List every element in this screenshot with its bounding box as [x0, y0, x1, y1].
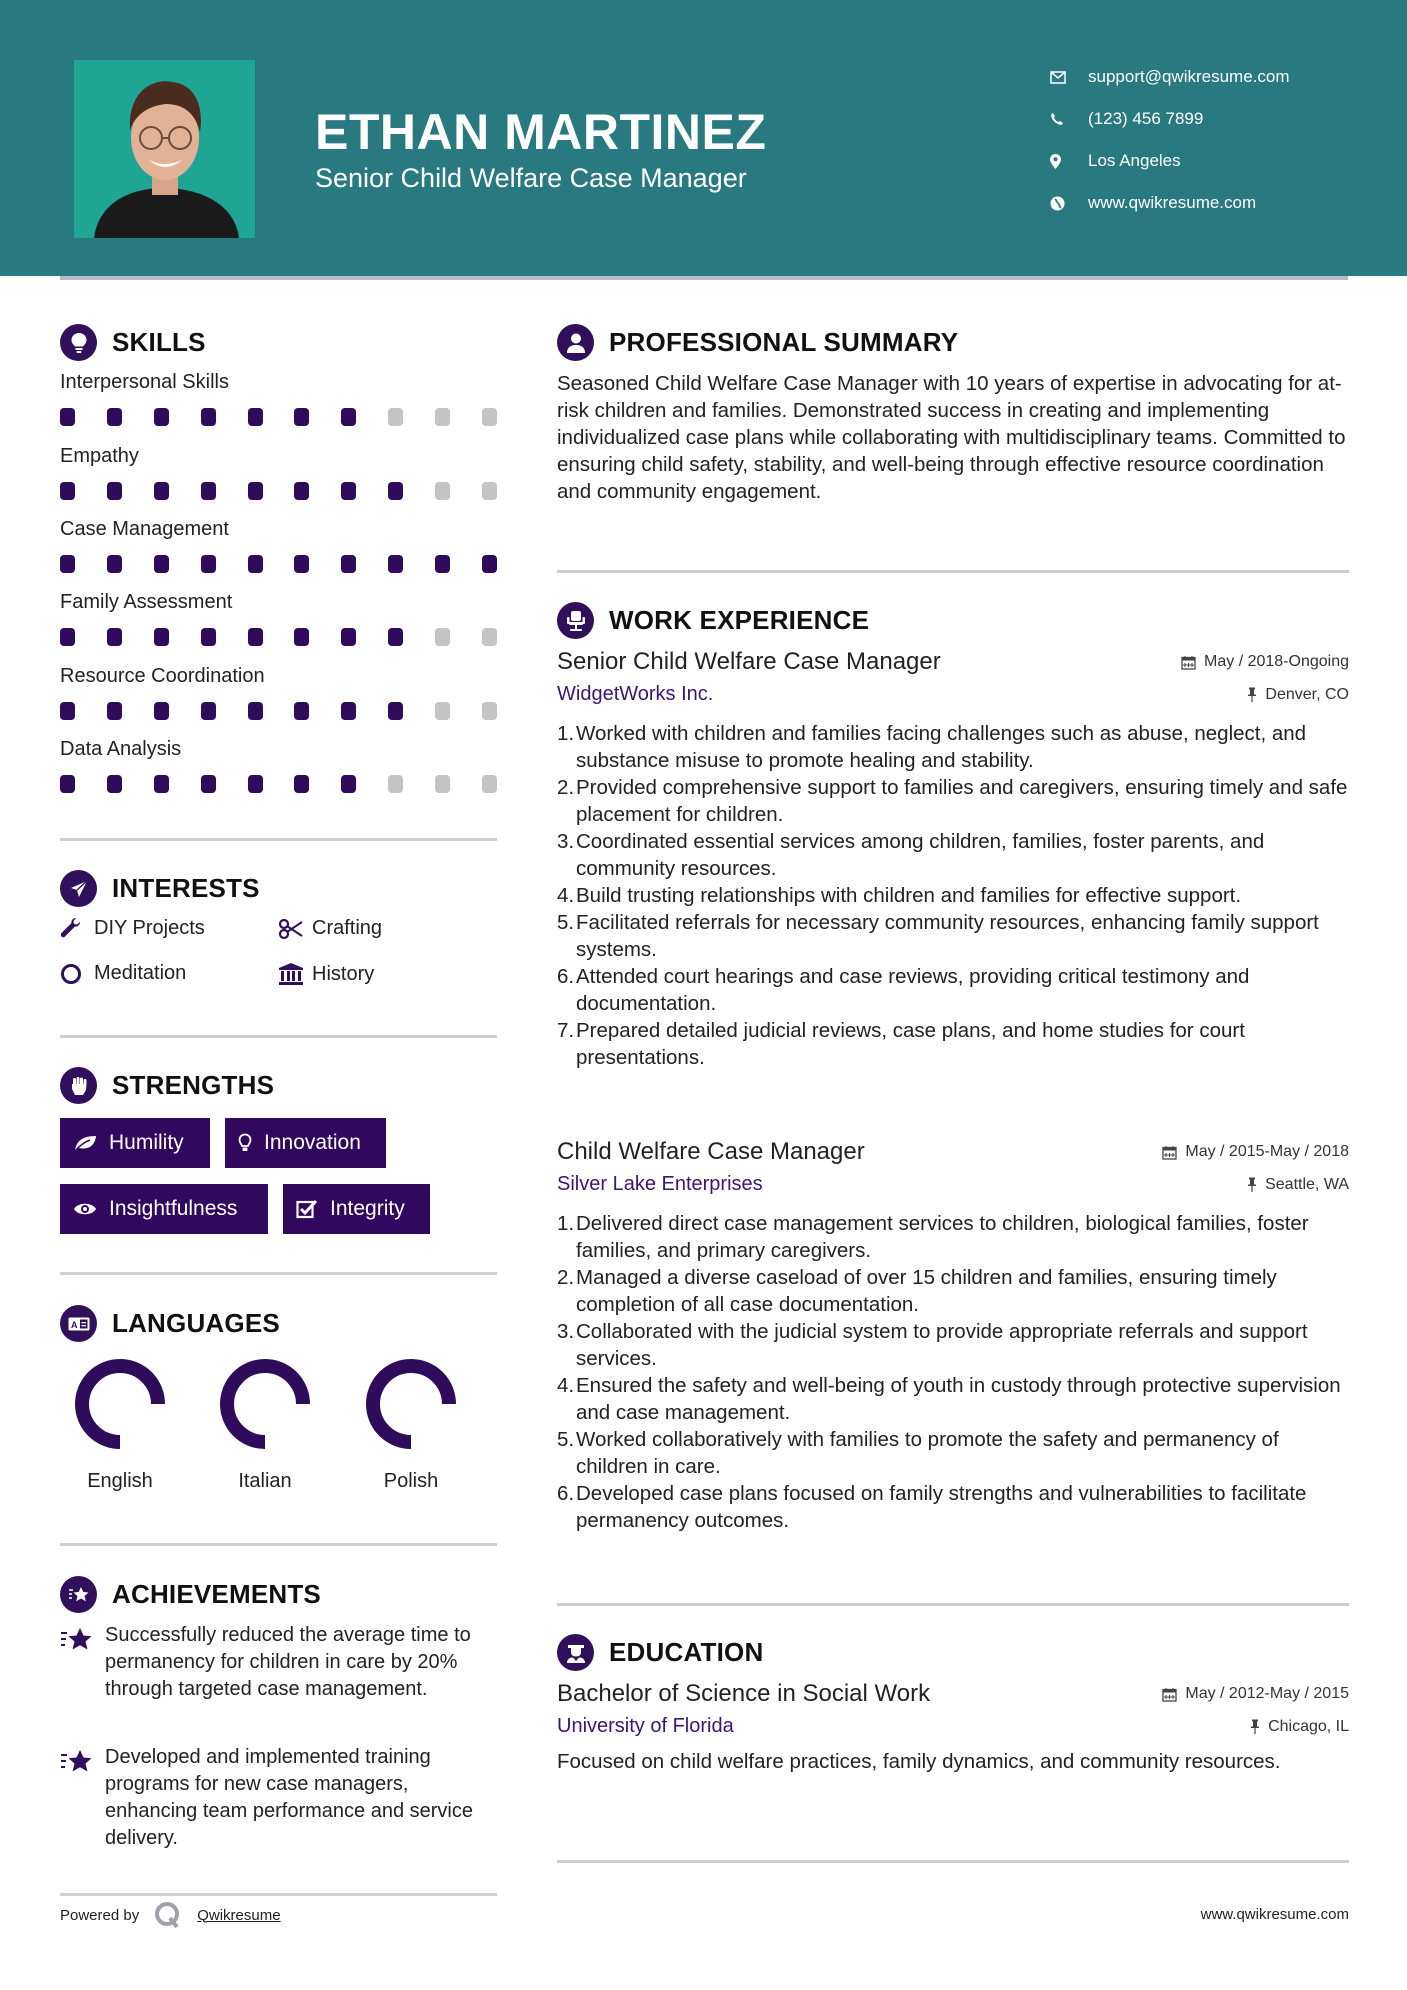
- interest-item: [278, 917, 382, 940]
- achievement-text: Successfully reduced the average time to permanency for children in care by 20% through targeted case management.: [105, 1624, 471, 1700]
- fist-icon: [60, 1067, 97, 1104]
- experience-title: WORK EXPERIENCE: [609, 605, 870, 635]
- interest-item: [278, 962, 374, 986]
- envelope-icon: [1050, 71, 1088, 84]
- bullet-item: 5. Facilitated referrals for necessary community resources, enhancing family support systems.: [557, 911, 1319, 961]
- contact-website-text: www.qwikresume.com: [1088, 193, 1257, 212]
- skill-row: [60, 591, 500, 646]
- rating-dot-filled: [60, 555, 75, 573]
- languages-section-header: [60, 1305, 280, 1342]
- language-item: [60, 1358, 180, 1493]
- rating-dot-empty: [482, 628, 497, 646]
- phone-icon: [1050, 112, 1088, 126]
- company-name: Silver Lake Enterprises: [557, 1173, 763, 1195]
- rating-dot-filled: [388, 555, 403, 573]
- rating-dot-filled: [154, 482, 169, 500]
- language-item: [351, 1358, 471, 1493]
- rating-dot-empty: [435, 408, 450, 426]
- rating-dot-filled: [341, 628, 356, 646]
- header-divider: [60, 276, 1348, 280]
- paper-plane-icon: [60, 870, 97, 907]
- rating-dot-filled: [107, 702, 122, 720]
- bullet-item: 3. Collaborated with the judicial system to provide appropriate referrals and support services.: [557, 1320, 1308, 1370]
- bullet-item: 6. Attended court hearings and case reviews, providing critical testimony and documentation.: [557, 965, 1250, 1015]
- map-marker-icon: [1050, 154, 1088, 169]
- star-badge-icon: [60, 1576, 97, 1613]
- summary-text: Seasoned Child Welfare Case Manager with 10 years of expertise in advocating for at-risk children and families. Demonstrated success in creating and implementing individualized case plans while collaborating with multidisciplinary teams. Committed to ensuring child safety, stability, and well-being through effective resource coordination and community engagement.: [557, 372, 1346, 503]
- rating-dot-empty: [482, 408, 497, 426]
- contact-location: [1050, 140, 1290, 182]
- rating-dot-filled: [294, 628, 309, 646]
- rating-dot-filled: [388, 482, 403, 500]
- languages-title: LANGUAGES: [112, 1308, 280, 1338]
- rating-dot-filled: [341, 775, 356, 793]
- candidate-name: ETHAN MARTINEZ: [315, 104, 767, 160]
- office-chair-icon: [557, 602, 594, 639]
- section-divider: [60, 1272, 497, 1275]
- contact-email-text: support@qwikresume.com: [1088, 67, 1290, 86]
- skill-row: [60, 445, 500, 500]
- pushpin-icon: [1250, 1719, 1260, 1734]
- skill-label: Data Analysis: [60, 738, 182, 760]
- star-icon: [60, 1622, 105, 1703]
- skill-rating: [60, 702, 497, 720]
- lightbulb-icon: [238, 1133, 252, 1153]
- strength-label: Insightfulness: [109, 1197, 238, 1220]
- rating-dot-filled: [294, 555, 309, 573]
- rating-dot-filled: [201, 775, 216, 793]
- rating-dot-filled: [60, 482, 75, 500]
- star-icon: [60, 1744, 105, 1852]
- education-title: EDUCATION: [609, 1637, 764, 1667]
- job-bullets: [557, 720, 1349, 1071]
- rating-dot-filled: [248, 408, 263, 426]
- section-divider: [60, 838, 497, 841]
- skill-label: Case Management: [60, 518, 229, 540]
- rating-dot-filled: [341, 555, 356, 573]
- qwikresume-link[interactable]: Qwikresume: [197, 1906, 281, 1924]
- rating-dot-filled: [248, 628, 263, 646]
- rating-dot-filled: [201, 408, 216, 426]
- skills-section-header: [60, 324, 206, 361]
- language-label: Italian: [238, 1470, 292, 1492]
- rating-dot-filled: [294, 408, 309, 426]
- wrench-icon: [60, 918, 94, 940]
- skill-row: [60, 371, 500, 426]
- job-location-text: Denver, CO: [1265, 685, 1349, 703]
- contact-list: [1050, 56, 1290, 224]
- rating-dot-filled: [294, 482, 309, 500]
- job-location: [1247, 686, 1349, 704]
- rating-dot-filled: [248, 702, 263, 720]
- rating-dot-empty: [435, 628, 450, 646]
- job-dates-text: May / 2018-Ongoing: [1204, 653, 1349, 670]
- skill-label: Empathy: [60, 445, 139, 467]
- section-divider: [557, 1860, 1349, 1863]
- bullet-item: 2. Managed a diverse caseload of over 15 children and families, ensuring timely completion of all case documentation.: [557, 1266, 1277, 1316]
- skill-label: Interpersonal Skills: [60, 371, 229, 393]
- powered-by-text: Powered by: [60, 1906, 140, 1924]
- interests-title: INTERESTS: [112, 873, 260, 903]
- interest-label: DIY Projects: [94, 917, 205, 939]
- skill-label: Family Assessment: [60, 591, 233, 613]
- strength-badge: [225, 1118, 386, 1168]
- rating-dot-filled: [154, 628, 169, 646]
- header-banner: [0, 0, 1407, 276]
- rating-dot-empty: [435, 702, 450, 720]
- education-entry: [557, 1680, 1349, 1775]
- svg-text:A: A: [70, 1319, 77, 1330]
- rating-dot-filled: [388, 702, 403, 720]
- education-section-header: [557, 1634, 763, 1671]
- globe-icon: [1050, 196, 1088, 211]
- leaf-icon: [73, 1134, 97, 1152]
- calendar-icon: [1162, 1687, 1177, 1702]
- rating-dot-empty: [435, 775, 450, 793]
- lightbulb-icon: [60, 324, 97, 361]
- skill-row: [60, 518, 500, 573]
- education-location-text: Chicago, IL: [1268, 1717, 1349, 1735]
- rating-dot-filled: [201, 628, 216, 646]
- rating-dot-empty: [482, 702, 497, 720]
- language-ring: [365, 1358, 457, 1450]
- rating-dot-filled: [154, 555, 169, 573]
- rating-dot-filled: [107, 628, 122, 646]
- school-name: University of Florida: [557, 1715, 734, 1737]
- language-ring: [219, 1358, 311, 1450]
- strength-badge: [283, 1184, 430, 1234]
- job-title: Child Welfare Case Manager: [557, 1138, 865, 1165]
- language-item: [205, 1358, 325, 1493]
- footer-website[interactable]: www.qwikresume.com: [1200, 1906, 1349, 1923]
- section-divider: [557, 570, 1349, 573]
- bullet-item: 4. Build trusting relationships with children and families for effective support.: [557, 884, 1242, 907]
- rating-dot-filled: [154, 408, 169, 426]
- job-dates: [1162, 1143, 1349, 1161]
- contact-phone[interactable]: [1050, 98, 1290, 140]
- pushpin-icon: [1247, 687, 1257, 702]
- strength-badge: [60, 1184, 268, 1234]
- bullet-item: 5. Worked collaboratively with families to promote the safety and permanency of children in care.: [557, 1428, 1279, 1478]
- rating-dot-filled: [435, 555, 450, 573]
- bullet-item: 1. Delivered direct case management services to children, biological families, foster families, and primary caregivers.: [557, 1212, 1309, 1262]
- rating-dot-empty: [388, 775, 403, 793]
- rating-dot-filled: [107, 775, 122, 793]
- rating-dot-filled: [201, 555, 216, 573]
- degree-title: Bachelor of Science in Social Work: [557, 1680, 931, 1707]
- bullet-item: 6. Developed case plans focused on family strengths and vulnerabilities to facilitate permanency outcomes.: [557, 1482, 1307, 1532]
- rating-dot-filled: [294, 775, 309, 793]
- skill-rating: [60, 408, 497, 426]
- job-dates: [1181, 653, 1349, 671]
- job-location-text: Seattle, WA: [1265, 1175, 1349, 1193]
- interest-label: Crafting: [312, 917, 383, 939]
- strengths-title: STRENGTHS: [112, 1070, 275, 1100]
- section-divider: [557, 1603, 1349, 1606]
- rating-dot-filled: [341, 482, 356, 500]
- scissors-icon: [278, 918, 312, 940]
- skill-rating: [60, 628, 497, 646]
- rating-dot-empty: [435, 482, 450, 500]
- rating-dot-filled: [248, 775, 263, 793]
- bullet-item: 4. Ensured the safety and well-being of youth in custody through protective supervision and case management.: [557, 1374, 1341, 1424]
- rating-dot-filled: [248, 555, 263, 573]
- section-divider: [60, 1035, 497, 1038]
- achievement-item: [60, 1744, 500, 1852]
- strength-badge: [60, 1118, 210, 1168]
- calendar-icon: [1181, 655, 1196, 670]
- language-label: English: [87, 1470, 153, 1492]
- skill-label: Resource Coordination: [60, 665, 265, 687]
- skill-rating: [60, 555, 497, 573]
- skills-title: SKILLS: [112, 327, 206, 357]
- company-name: WidgetWorks Inc.: [557, 683, 714, 705]
- language-ring: [74, 1358, 166, 1450]
- pushpin-icon: [1247, 1177, 1257, 1192]
- interest-label: Meditation: [94, 962, 187, 984]
- bullet-item: 1. Worked with children and families facing challenges such as abuse, neglect, and substance misuse to promote healing and stability.: [557, 722, 1307, 772]
- achievements-title: ACHIEVEMENTS: [112, 1579, 321, 1609]
- strengths-section-header: [60, 1067, 274, 1104]
- interests-section-header: [60, 870, 260, 907]
- qwikresume-logo-icon: [153, 1900, 183, 1930]
- skill-rating: [60, 775, 497, 793]
- user-icon: [557, 324, 594, 361]
- achievement-text: Developed and implemented training programs for new case managers, enhancing team performance and service delivery.: [105, 1746, 473, 1849]
- job-location: [1247, 1176, 1349, 1194]
- calendar-icon: [1162, 1145, 1177, 1160]
- job-title: Senior Child Welfare Case Manager: [557, 648, 941, 675]
- interest-label: History: [312, 962, 375, 985]
- contact-email[interactable]: [1050, 56, 1290, 98]
- museum-icon: [278, 962, 312, 986]
- rating-dot-filled: [341, 408, 356, 426]
- rating-dot-filled: [248, 482, 263, 500]
- eye-icon: [73, 1201, 97, 1217]
- language-label: Polish: [383, 1470, 439, 1492]
- education-dates: [1162, 1685, 1349, 1703]
- job-entry: [557, 648, 1349, 1071]
- candidate-title: Senior Child Welfare Case Manager: [315, 163, 747, 193]
- contact-location-text: Los Angeles: [1088, 151, 1181, 170]
- summary-section-header: [557, 324, 958, 361]
- achievements-section-header: [60, 1576, 321, 1613]
- job-entry: [557, 1138, 1349, 1534]
- rating-dot-filled: [294, 702, 309, 720]
- rating-dot-filled: [60, 775, 75, 793]
- circle-icon: [60, 963, 94, 985]
- skill-rating: [60, 482, 497, 500]
- rating-dot-filled: [60, 702, 75, 720]
- job-bullets: [557, 1210, 1349, 1534]
- interest-item: [60, 962, 186, 985]
- rating-dot-filled: [107, 555, 122, 573]
- bullet-item: 3. Coordinated essential services among children, families, foster parents, and community resources.: [557, 830, 1265, 880]
- rating-dot-empty: [482, 482, 497, 500]
- contact-website[interactable]: [1050, 182, 1290, 224]
- experience-section-header: [557, 602, 869, 639]
- rating-dot-filled: [107, 408, 122, 426]
- rating-dot-empty: [388, 408, 403, 426]
- rating-dot-filled: [107, 482, 122, 500]
- rating-dot-filled: [482, 555, 497, 573]
- rating-dot-filled: [60, 628, 75, 646]
- summary-title: PROFESSIONAL SUMMARY: [609, 327, 959, 357]
- rating-dot-filled: [201, 482, 216, 500]
- skill-row: [60, 738, 500, 793]
- education-location: [1250, 1718, 1349, 1736]
- strength-label: Humility: [109, 1131, 184, 1154]
- rating-dot-filled: [154, 702, 169, 720]
- graduate-icon: [557, 1634, 594, 1671]
- footer-divider: [60, 1893, 497, 1896]
- rating-dot-filled: [201, 702, 216, 720]
- interest-item: [60, 917, 205, 940]
- education-dates-text: May / 2012-May / 2015: [1185, 1685, 1349, 1702]
- skill-row: [60, 665, 500, 720]
- rating-dot-filled: [341, 702, 356, 720]
- rating-dot-empty: [482, 775, 497, 793]
- checkbox-icon: [296, 1199, 318, 1219]
- strength-label: Integrity: [330, 1197, 405, 1220]
- achievement-item: [60, 1622, 500, 1703]
- job-dates-text: May / 2015-May / 2018: [1185, 1143, 1349, 1160]
- profile-photo: [74, 60, 255, 238]
- footer-powered-by: [60, 1900, 281, 1930]
- bullet-item: 7. Prepared detailed judicial reviews, case plans, and home studies for court presentations.: [557, 1019, 1245, 1069]
- education-description: Focused on child welfare practices, family dynamics, and community resources.: [557, 1750, 1281, 1773]
- contact-phone-text: (123) 456 7899: [1088, 109, 1204, 128]
- rating-dot-filled: [388, 628, 403, 646]
- language-icon: [60, 1305, 97, 1342]
- rating-dot-filled: [154, 775, 169, 793]
- bullet-item: 2. Provided comprehensive support to families and caregivers, ensuring timely and safe placement for children.: [557, 776, 1348, 826]
- strength-label: Innovation: [264, 1131, 361, 1154]
- rating-dot-filled: [60, 408, 75, 426]
- section-divider: [60, 1543, 497, 1546]
